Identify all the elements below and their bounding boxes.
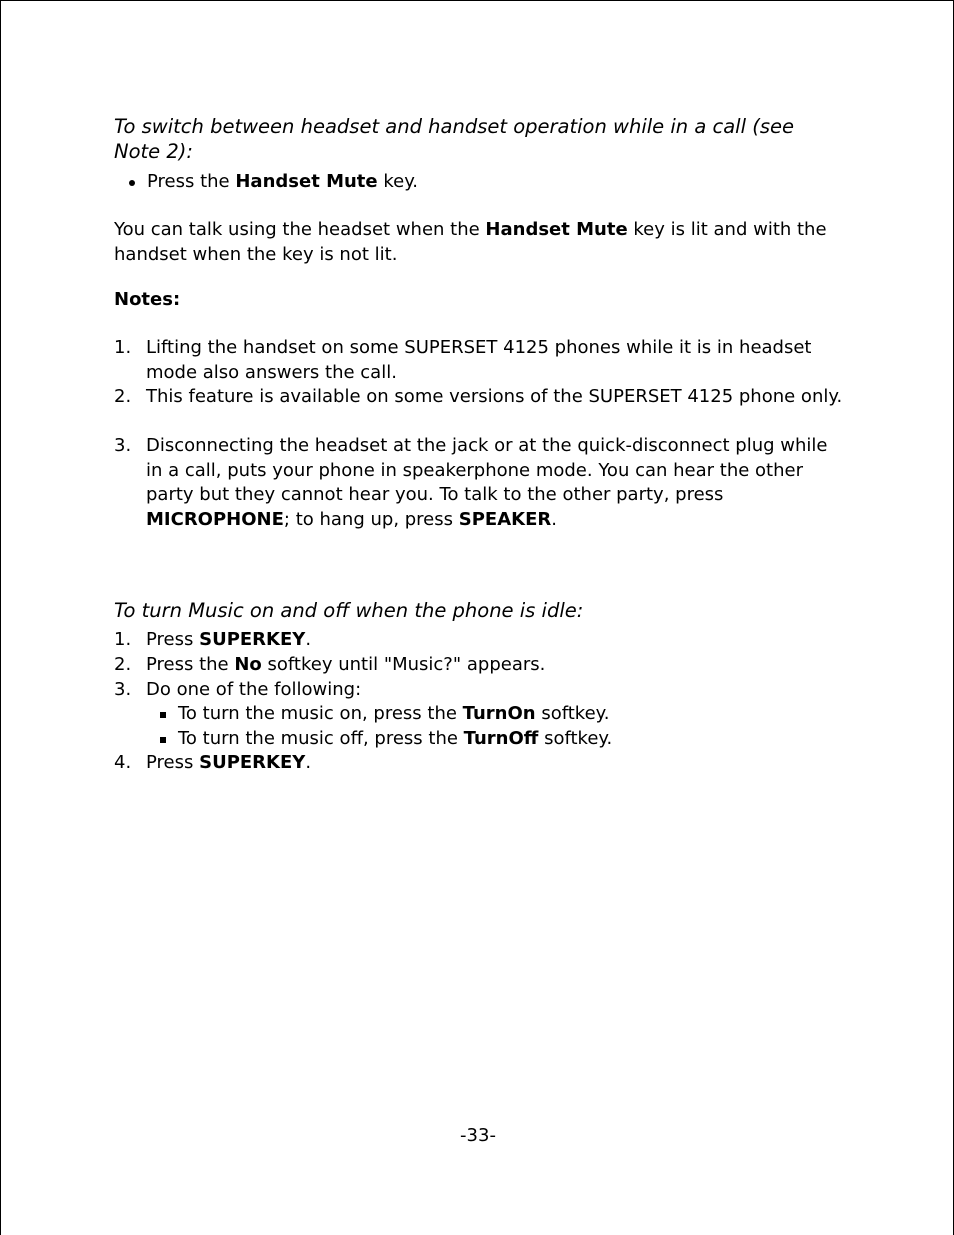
step-item: 2. Press the No softkey until "Music?" appears.: [114, 654, 546, 675]
sub-bullet-item: To turn the music off, press the TurnOff softkey.: [178, 727, 838, 752]
section-heading-headset-switch: To switch between headset and handset operation while in a call (see Note 2):: [114, 115, 794, 163]
square-bullet-icon: [160, 712, 166, 718]
section-heading-music: To turn Music on and off when the phone is idle:: [114, 599, 584, 622]
sub-bullet-item: To turn the music on, press the TurnOn softkey.: [178, 702, 838, 727]
note-item: 3. Disconnecting the headset at the jack or at the quick-disconnect plug while in a call, puts your phone in speakerphone mode. You can hear the other party but they cannot hear you. To talk to the other party, press MICROPHONE; to hang up, press SPEAKER.: [114, 435, 828, 530]
step-item: 4. Press SUPERKEY.: [114, 752, 312, 773]
note-item: 1. Lifting the handset on some SUPERSET 4125 phones while it is in headset mode also answers the call.: [114, 337, 812, 383]
square-bullet-icon: [160, 737, 166, 743]
note-item: 2. This feature is available on some versions of the SUPERSET 4125 phone only.: [114, 386, 843, 407]
bullet-item-press-handset-mute: Press the Handset Mute key.: [147, 170, 847, 195]
step-item: 3. Do one of the following:: [114, 679, 362, 700]
paragraph-headset-explanation: You can talk using the headset when the Handset Mute key is lit and with the handset when the key is not lit.: [114, 219, 827, 265]
step-item: 1. Press SUPERKEY.: [114, 629, 312, 650]
notes-label: Notes:: [114, 289, 181, 310]
bullet-dot-icon: [129, 180, 135, 186]
page-number: -33-: [460, 1125, 496, 1146]
